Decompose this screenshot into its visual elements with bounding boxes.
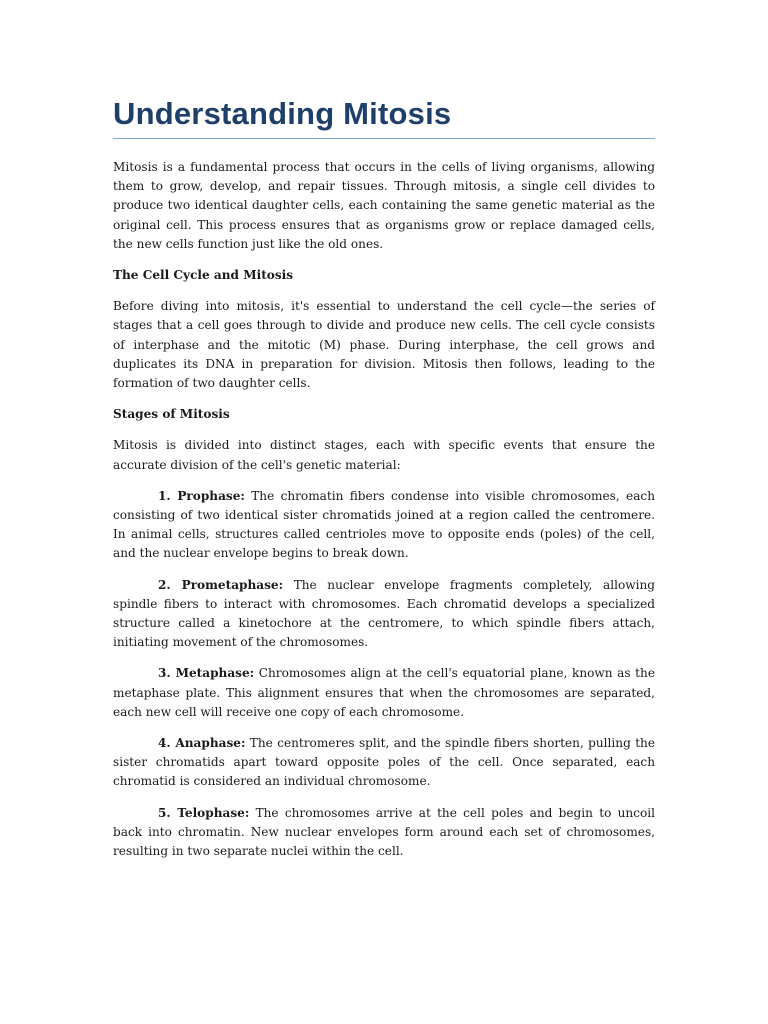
section-paragraph-stages: Mitosis is divided into distinct stages, each with specific events that ensure the accurate division of the cell's genetic material:: [113, 438, 655, 472]
document-page: [113, 92, 655, 861]
stage-text: The chromosomes arrive at the cell poles and begin to uncoil back into chromatin. New nuclear envelopes form around each set of chromosomes, resulting in two separate nuclei within the cell.: [113, 805, 656, 859]
section-heading-cell-cycle: The Cell Cycle and Mitosis: [113, 268, 294, 283]
section-paragraph-cell-cycle: Before diving into mitosis, it's essential to understand the cell cycle—the series of stages that a cell goes through to divide and produce new cells. The cell cycle consists of interphase and the mitotic (M) phase. During interphase, the cell grows and duplicates its DNA in preparation for division. Mitosis then follows, leading to the formation of two daughter cells.: [113, 299, 655, 391]
page-title: Understanding Mitosis: [113, 92, 655, 139]
stage-text: The nuclear envelope fragments completely, allowing spindle fibers to interact with chromosomes. Each chromatid develops a specialized structure called a kinetochore at the centromere, to which spindle fibers attach, initiating movement of the chromosomes.: [113, 577, 655, 650]
stage-label: 2. Prometaphase:: [158, 577, 284, 592]
stage-label: 4. Anaphase:: [158, 736, 246, 751]
intro-paragraph: Mitosis is a fundamental process that occurs in the cells of living organisms, allowing them to grow, develop, and repair tissues. Through mitosis, a single cell divides to produce two identical daughter cells, each containing the same genetic material as the original cell. This process ensures that as organisms grow or replace damaged cells, the new cells function just like the old ones.: [113, 160, 655, 251]
stage-text: The chromatin fibers condense into visible chromosomes, each consisting of two identical sister chromatids joined at a region called the centromere. In animal cells, structures called centrioles move to opposite ends (poles) of the cell, and the nuclear envelope begins to break down.: [113, 488, 655, 561]
stage-label: 3. Metaphase:: [158, 666, 255, 681]
stage-text: The centromeres split, and the spindle fibers shorten, pulling the sister chromatids apart toward opposite poles of the cell. Once separated, each chromatid is considered an individual chromosome.: [113, 736, 655, 789]
stage-item-telophase: [113, 804, 655, 862]
section-heading-stages: Stages of Mitosis: [113, 407, 230, 422]
stage-label: 1. Prophase:: [158, 488, 245, 503]
stage-item-metaphase: [113, 664, 655, 722]
stage-item-prophase: [113, 487, 655, 564]
stage-item-prometaphase: [113, 576, 655, 653]
stage-label: 5. Telophase:: [158, 805, 250, 820]
stage-item-anaphase: [113, 734, 655, 792]
stage-text: Chromosomes align at the cell's equatorial plane, known as the metaphase plate. This alignment ensures that when the chromosomes are separated, each new cell will receive one copy of each chromosome.: [113, 666, 655, 719]
